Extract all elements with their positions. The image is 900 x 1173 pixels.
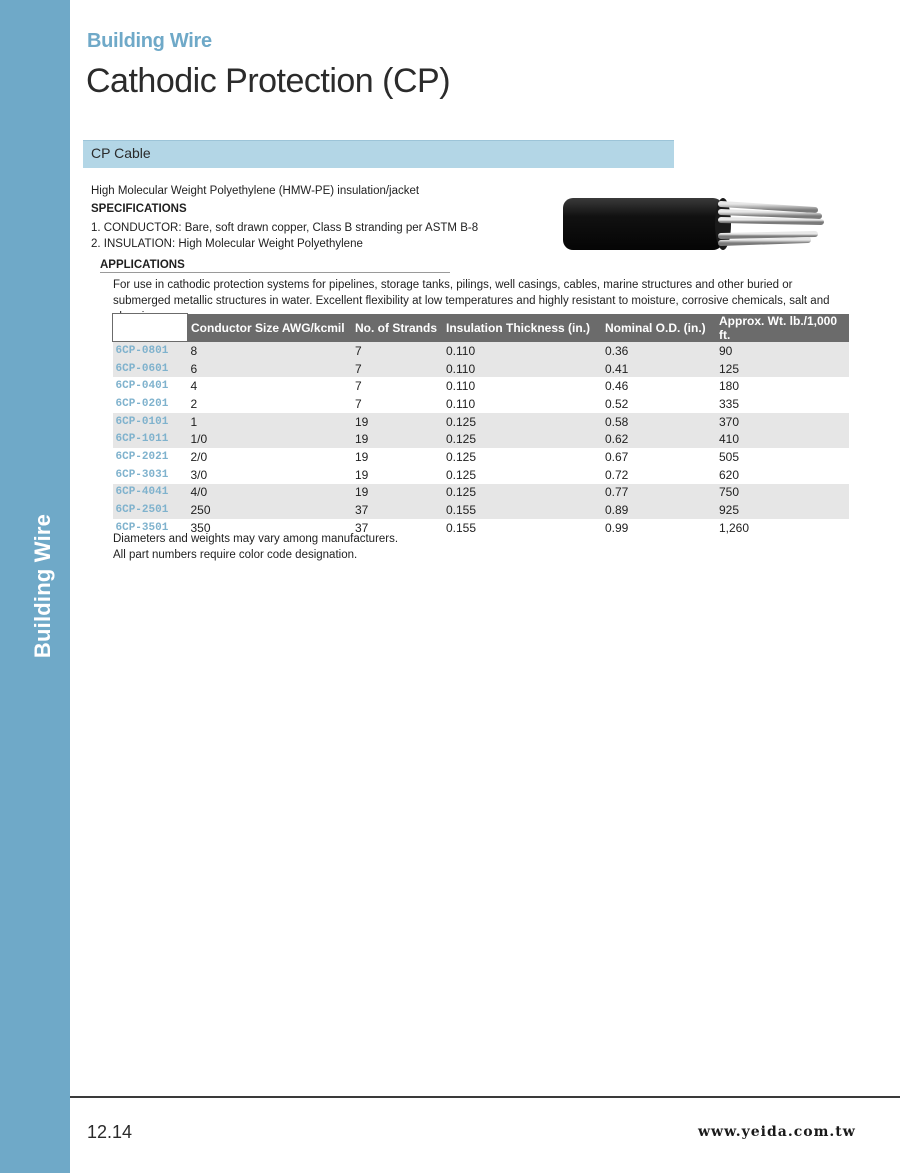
- strands-cell: 37: [355, 520, 369, 535]
- insulation-cell: 0.125: [446, 467, 477, 482]
- conductor-size-cell: 6: [188, 360, 353, 378]
- insulation-cell: 0.110: [443, 360, 602, 378]
- part-number-cell: 6CP-2501: [113, 501, 188, 519]
- strands-cell: 7: [352, 360, 443, 378]
- table-row: [113, 395, 850, 413]
- weight-cell: 180: [719, 379, 740, 394]
- weight-cell: 125: [716, 360, 849, 378]
- footer-rule: [70, 1096, 900, 1098]
- nominal-od-cell: 0.99: [605, 520, 629, 535]
- conductor-size-cell: 1/0: [188, 430, 353, 448]
- section-bar: [83, 140, 674, 168]
- nominal-od-cell: 0.46: [605, 379, 629, 394]
- part-number-cell: 6CP-0801: [113, 342, 188, 360]
- weight-cell: 335: [719, 396, 740, 411]
- table-row: [113, 448, 850, 466]
- conductor-size-cell: 4/0: [188, 484, 353, 502]
- nominal-od-cell: 0.62: [602, 430, 716, 448]
- part-number-cell: 6CP-1011: [113, 430, 188, 448]
- conductor-size-cell: 8: [188, 342, 353, 360]
- table-row: [113, 377, 850, 395]
- insulation-cell: 0.110: [443, 342, 602, 360]
- strands-cell: 19: [352, 484, 443, 502]
- strands-cell: 19: [355, 449, 369, 464]
- table-row: [113, 342, 850, 360]
- table-row: [113, 413, 850, 431]
- part-number-cell: 6CP-3031: [115, 468, 169, 481]
- strands-cell: 7: [355, 396, 362, 411]
- table-row: [113, 484, 850, 502]
- weight-cell: 90: [716, 342, 849, 360]
- weight-cell: 750: [716, 484, 849, 502]
- insulation-cell: 0.155: [446, 520, 477, 535]
- note-line: Diameters and weights may vary among manufacturers.: [113, 533, 399, 545]
- part-number-cell: 6CP-0201: [115, 397, 169, 410]
- sidebar-band: [0, 0, 70, 1173]
- page-title: Cathodic Protection (CP): [86, 62, 451, 100]
- specifications-list: [91, 220, 478, 252]
- conductor-size-cell: 2: [190, 396, 198, 411]
- col-conductor-size: Conductor Size AWG/kcmil: [188, 314, 353, 342]
- weight-cell: 410: [716, 430, 849, 448]
- weight-cell: 925: [716, 501, 849, 519]
- applications-text: For use in cathodic protection systems for pipelines, storage tanks, pilings, well casings, cables, marine structures and other buried or submerged metallic structures in water. Excellent flexibility at low temperatures and highly resistant to moisture, corrosive chemicals, salt and: [113, 279, 830, 307]
- part-number-cell: 6CP-0601: [113, 360, 188, 378]
- strands-cell: 19: [352, 413, 443, 431]
- specs-table: [112, 313, 849, 537]
- insulation-cell: 0.125: [446, 449, 477, 464]
- applications-heading: APPLICATIONS: [100, 259, 450, 273]
- sidebar-label: Building Wire: [30, 513, 55, 659]
- weight-cell: 620: [719, 467, 740, 482]
- conductor-size-cell: 4: [190, 379, 198, 394]
- nominal-od-cell: 0.58: [602, 413, 716, 431]
- nominal-od-cell: 0.36: [602, 342, 716, 360]
- strands-cell: 7: [355, 379, 362, 394]
- conductor-size-cell: 2/0: [190, 449, 208, 464]
- col-insulation: Insulation Thickness (in.): [443, 314, 602, 342]
- weight-cell: 370: [716, 413, 849, 431]
- website-url: www.yeida.com.tw: [698, 1124, 856, 1140]
- conductor-size-cell: 3/0: [190, 467, 208, 482]
- nominal-od-cell: 0.41: [602, 360, 716, 378]
- part-number-cell: 6CP-0101: [113, 413, 188, 431]
- col-weight: Approx. Wt. lb./1,000 ft.: [716, 314, 849, 342]
- part-number-cell: 6CP-0401: [115, 380, 169, 393]
- strands-cell: 7: [352, 342, 443, 360]
- intro-text: High Molecular Weight Polyethylene (HMW-PE) insulation/jacket: [91, 185, 420, 197]
- strands-cell: 37: [352, 501, 443, 519]
- part-number-cell: 6CP-2021: [115, 450, 169, 463]
- part-number-cell: 6CP-3501: [115, 521, 169, 534]
- table-header-row: [113, 314, 850, 342]
- insulation-cell: 0.125: [443, 413, 602, 431]
- insulation-cell: 0.110: [446, 396, 476, 411]
- insulation-cell: 0.110: [446, 379, 476, 394]
- conductor-size-cell: 250: [188, 501, 353, 519]
- spec-item: 2. INSULATION: High Molecular Weight Polyethylene: [91, 238, 363, 250]
- table-row: [113, 466, 850, 484]
- col-part-number: [113, 314, 188, 342]
- insulation-cell: 0.125: [443, 430, 602, 448]
- weight-cell: 1,260: [719, 520, 750, 535]
- category-kicker: Building Wire: [87, 30, 212, 52]
- nominal-od-cell: 0.89: [602, 501, 716, 519]
- table-row: [113, 501, 850, 519]
- cable-image: [553, 172, 835, 270]
- nominal-od-cell: 0.77: [602, 484, 716, 502]
- nominal-od-cell: 0.72: [605, 467, 629, 482]
- part-number-cell: 6CP-4041: [113, 484, 188, 502]
- insulation-cell: 0.125: [443, 484, 602, 502]
- table-body: [113, 342, 850, 537]
- insulation-cell: 0.155: [443, 501, 602, 519]
- col-strands: No. of Strands: [352, 314, 443, 342]
- nominal-od-cell: 0.67: [605, 449, 629, 464]
- table-row: [113, 430, 850, 448]
- notes: [113, 531, 398, 563]
- note-line: All part numbers require color code designation.: [113, 549, 358, 561]
- specifications-heading: SPECIFICATIONS: [91, 203, 187, 215]
- page-number: 12.14: [87, 1122, 133, 1142]
- table-row: [113, 360, 850, 378]
- strands-cell: 19: [355, 467, 369, 482]
- weight-cell: 505: [719, 449, 740, 464]
- conductor-size-cell: 350: [190, 520, 211, 535]
- spec-item: 1. CONDUCTOR: Bare, soft drawn copper, Class B stranding per ASTM B-8: [91, 222, 479, 234]
- nominal-od-cell: 0.52: [605, 396, 629, 411]
- strands-cell: 19: [352, 430, 443, 448]
- section-label: CP Cable: [91, 145, 151, 161]
- col-nominal-od: Nominal O.D. (in.): [602, 314, 716, 342]
- conductor-size-cell: 1: [188, 413, 353, 431]
